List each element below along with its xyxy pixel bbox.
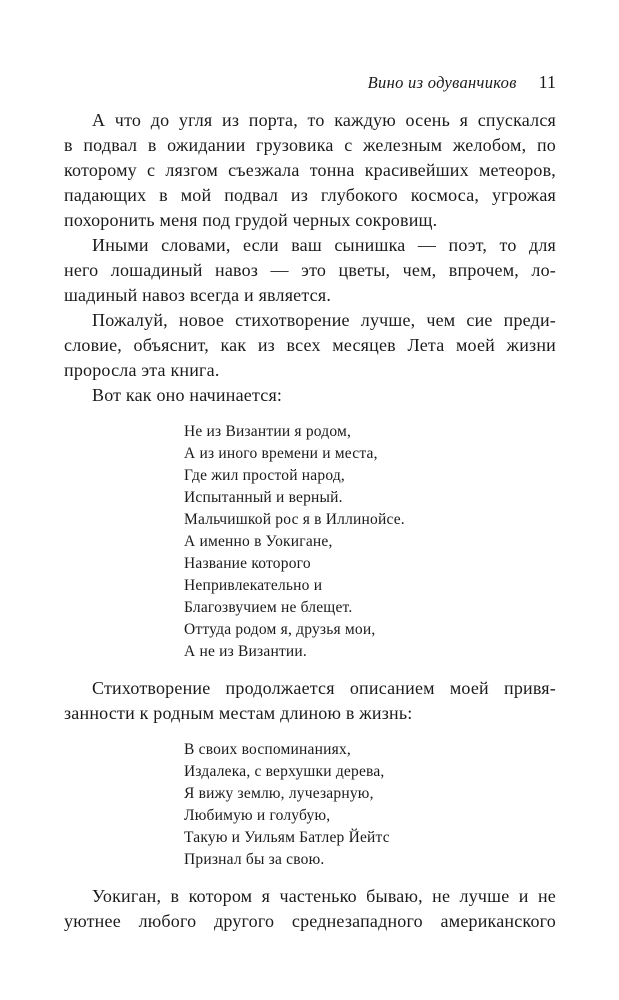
poem-line: А не из Византии. bbox=[184, 643, 307, 660]
text-line: проросла эта книга. bbox=[64, 360, 220, 380]
poem-line: Название которого bbox=[184, 555, 311, 572]
running-title: Вино из одуванчиков bbox=[367, 73, 517, 92]
poem-line: Оттуда родом я, друзья мои, bbox=[184, 621, 376, 638]
poem-line: Такую и Уильям Батлер Йейтс bbox=[184, 829, 390, 846]
poem-line: Издалека, с верхушки дерева, bbox=[184, 763, 385, 780]
poem-line: Благозвучием не блещет. bbox=[184, 599, 353, 616]
text-line: него лошадиный навоз — это цветы, чем, впрочем, ло- bbox=[64, 260, 556, 280]
page-number: 11 bbox=[538, 72, 556, 92]
paragraph bbox=[64, 308, 556, 383]
poem-line: Не из Византии я родом, bbox=[184, 423, 352, 440]
text-line: уютнее любого другого среднезападного американского bbox=[64, 911, 556, 931]
text-line: похоронить меня под грудой черных сокровищ. bbox=[64, 210, 438, 230]
paragraph bbox=[64, 383, 556, 408]
poem-stanza bbox=[184, 739, 556, 871]
poem-line: Признал бы за свою. bbox=[184, 851, 325, 868]
text-block bbox=[64, 72, 556, 934]
paragraph bbox=[64, 108, 556, 233]
text-line: Стихотворение продолжается описанием моей привя- bbox=[92, 678, 556, 698]
poem-line: Где жил простой народ, bbox=[184, 467, 345, 484]
text-line: Вот как оно начинается: bbox=[92, 385, 283, 405]
text-line: Иными словами, если ваш сынишка — поэт, то для bbox=[92, 235, 556, 255]
text-body bbox=[64, 108, 556, 934]
paragraph bbox=[64, 884, 556, 934]
poem-line: Непривлекательно и bbox=[184, 577, 323, 594]
poem-line: В своих воспоминаниях, bbox=[184, 741, 351, 758]
text-line: которому с лязгом съезжала тонна красивейших метеоров, bbox=[64, 160, 556, 180]
poem-line: Мальчишкой рос я в Иллинойсе. bbox=[184, 511, 405, 528]
page-header bbox=[64, 72, 556, 92]
text-line: занности к родным местам длиною в жизнь: bbox=[64, 703, 413, 723]
poem-line: А именно в Уокигане, bbox=[184, 533, 333, 550]
paragraph bbox=[64, 233, 556, 308]
poem-line: Испытанный и верный. bbox=[184, 489, 343, 506]
poem-line: А из иного времени и места, bbox=[184, 445, 378, 462]
text-line: Пожалуй, новое стихотворение лучше, чем сие преди- bbox=[92, 310, 556, 330]
paragraph bbox=[64, 676, 556, 726]
text-line: падающих в мой подвал из глубокого космоса, угрожая bbox=[64, 185, 556, 205]
text-line: А что до угля из порта, то каждую осень я спускался bbox=[92, 110, 556, 130]
text-line: Уокиган, в котором я частенько бываю, не лучше и не bbox=[92, 886, 556, 906]
text-line: шадиный навоз всегда и является. bbox=[64, 285, 332, 305]
poem-line: Я вижу землю, лучезарную, bbox=[184, 785, 374, 802]
poem-line: Любимую и голубую, bbox=[184, 807, 331, 824]
text-line: словие, объяснит, как из всех месяцев Лета моей жизни bbox=[64, 335, 556, 355]
text-line: в подвал в ожидании грузовика с железным желобом, по bbox=[64, 135, 556, 155]
poem-stanza bbox=[184, 421, 556, 663]
